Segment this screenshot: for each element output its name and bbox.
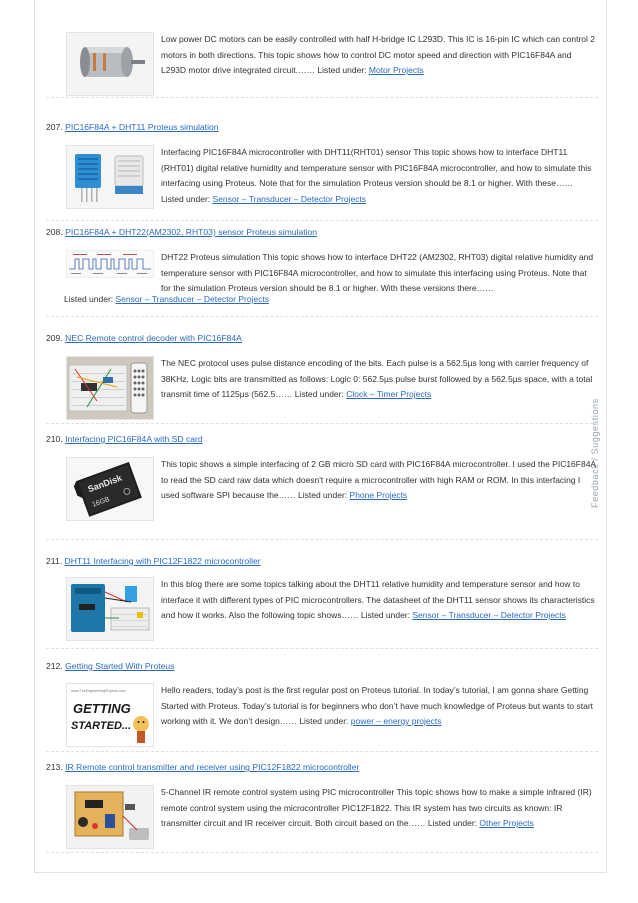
entry-description-text: 5-Channel IR remote control system using PIC microcontroller This topic shows how to make a simple infrared (IR) remote control system using the microcontroller PIC12F1822. This IR system has two circuits as known: IR transmitter circuit and IR receiver circuit. Both circuit based on the…… Listed under: bbox=[161, 787, 592, 829]
entry-206-category-link[interactable]: Motor Projects bbox=[368, 65, 424, 76]
entry-209-category-link[interactable]: Clock – Timer Projects bbox=[346, 389, 432, 400]
entry-divider bbox=[46, 648, 598, 649]
getting-started-thumbnail[interactable] bbox=[66, 683, 154, 747]
entry-divider bbox=[46, 539, 598, 540]
entry-number: 210. bbox=[46, 434, 63, 444]
entry-213-title bbox=[46, 762, 359, 772]
entry-description-text: The NEC protocol uses pulse distance encoding of the bits. Each pulse is a 562.5µs long with carrier frequency of 38KHz. Logic bits are transmitted as follows: Logic 0: 562.5µs pulse burst followed by a 562.5µs space, with a total transmit time of 1125µs (562.5…… Listed under: bbox=[161, 358, 593, 400]
entry-212-description bbox=[161, 683, 597, 730]
entry-divider bbox=[46, 220, 598, 221]
breadboard-remote-image bbox=[67, 357, 153, 419]
entry-207-category-link[interactable]: Sensor – Transducer – Detector Projects bbox=[212, 193, 367, 204]
entry-divider bbox=[46, 751, 598, 752]
entry-number: 207. bbox=[46, 122, 63, 132]
entry-description-text: Hello readers, today’s post is the first regular post on Proteus tutorial. In today’s tutorial, I am gonna share Getting Started with Proteus. Today’s tutorial is for beginners who don’t have much knowledge of Proteus but wants to start working with it. We don’t design…… Listed under: bbox=[161, 685, 594, 727]
arduino-wiring-image bbox=[67, 578, 153, 640]
entry-207-title bbox=[46, 122, 219, 132]
sd-card-capacity: 16GB bbox=[91, 496, 111, 509]
dht11-thumbnail[interactable] bbox=[66, 145, 154, 209]
nec-remote-thumbnail[interactable] bbox=[66, 356, 154, 420]
entry-213-description bbox=[161, 785, 597, 832]
entry-211-description bbox=[161, 577, 597, 624]
feedback-tab[interactable]: Feedback / Suggestions bbox=[590, 398, 600, 508]
micro-sd-card-image bbox=[67, 458, 153, 520]
entry-212-title bbox=[46, 661, 175, 671]
entry-208-description bbox=[161, 250, 597, 297]
entry-divider bbox=[46, 316, 598, 317]
dc-motor-image bbox=[67, 33, 153, 95]
entry-description-text: Low power DC motors can be easily controlled with half H-bridge IC L293D. This IC is 16-pin IC which can control 2 motors in both directions. This topic shows how to control DC motor speed and direction with PIC16F84A and L293D motor drive integrated circuit.…… Listed under: bbox=[161, 34, 596, 76]
dht11-sensor-image bbox=[67, 146, 153, 208]
entry-213-category-link[interactable]: Other Projects bbox=[479, 818, 534, 829]
entry-description-text: This topic shows a simple interfacing of 2 GB micro SD card with PIC16F84A microcontroller. I used the PIC16F84A to read the SD card raw data which doesn't require a microcontroller with high RAM or ROM. In this interfacing I used software SPI because the…… Listed under: bbox=[161, 459, 596, 501]
entry-210-description bbox=[161, 457, 597, 504]
entry-207-title-link[interactable]: PIC16F84A + DHT11 Proteus simulation bbox=[65, 122, 219, 132]
entry-209-description bbox=[161, 356, 597, 403]
entry-208-listed-under bbox=[64, 294, 269, 304]
entry-divider bbox=[46, 852, 598, 853]
sd-card-thumbnail[interactable] bbox=[66, 457, 154, 521]
entry-211-category-link[interactable]: Sensor – Transducer – Detector Projects bbox=[412, 610, 566, 621]
entry-213-title-link[interactable]: IR Remote control transmitter and receiver using PIC12F1822 microcontroller bbox=[65, 762, 360, 772]
ir-remote-thumbnail[interactable] bbox=[66, 785, 154, 849]
entry-209-title bbox=[46, 333, 242, 343]
entry-210-title-link[interactable]: Interfacing PIC16F84A with SD card bbox=[65, 434, 203, 444]
entry-description-text: In this blog there are some topics talking about the DHT11 relative humidity and temperature sensor and how to interface it with different types of PIC microcontrollers. The datasheet of the DHT11 sensor shows its characteristics and how it works. Also the following topic shows…… Listed under: bbox=[161, 579, 595, 621]
entry-207-description bbox=[161, 145, 597, 207]
getting-started-image bbox=[67, 684, 153, 746]
page-frame-bottom bbox=[34, 872, 607, 873]
entry-description-text: DHT22 Proteus simulation This topic shows how to interface DHT22 (AM2302, RHT03) digital relative humidity and temperature sensor with PIC16F84A microcontroller, and how to simulate this interfacing using Proteus. Note that for the simulation Proteus version should be 8.1 or higher. With these versions there…… bbox=[161, 252, 594, 294]
entry-number: 209. bbox=[46, 333, 63, 343]
entry-211-title-link[interactable]: DHT11 Interfacing with PIC12F1822 microcontroller bbox=[64, 556, 261, 566]
entry-number: 208. bbox=[46, 227, 63, 237]
sd-card-brand: SanDisk bbox=[86, 472, 124, 495]
dc-motor-thumbnail[interactable] bbox=[66, 32, 154, 96]
waveform-image bbox=[67, 251, 153, 277]
dht11-pic12f1822-thumbnail[interactable] bbox=[66, 577, 154, 641]
getting-started-line2: STARTED... bbox=[71, 720, 132, 732]
page-frame-left bbox=[34, 0, 35, 872]
dht22-waveform-thumbnail[interactable] bbox=[66, 250, 154, 278]
entry-206-description bbox=[161, 32, 597, 79]
entry-210-category-link[interactable]: Phone Projects bbox=[349, 490, 408, 501]
entry-divider bbox=[46, 97, 598, 98]
listed-under-label: Listed under: bbox=[64, 294, 116, 304]
entry-212-title-link[interactable]: Getting Started With Proteus bbox=[65, 661, 175, 671]
entry-number: 211. bbox=[46, 556, 63, 566]
entry-208-category-link[interactable]: Sensor – Transducer – Detector Projects bbox=[115, 294, 270, 304]
entry-211-title bbox=[46, 556, 261, 566]
getting-started-line1: GETTING bbox=[73, 701, 131, 716]
entry-number: 212. bbox=[46, 661, 63, 671]
entry-number: 213. bbox=[46, 762, 63, 772]
entry-209-title-link[interactable]: NEC Remote control decoder with PIC16F84A bbox=[65, 333, 242, 343]
entry-210-title bbox=[46, 434, 203, 444]
ir-pcb-image bbox=[67, 786, 153, 848]
entry-description-text: Interfacing PIC16F84A microcontroller with DHT11(RHT01) sensor This topic shows how to interface DHT11 (RHT01) digital relative humidity and temperature sensor with PIC16F84A microcontroller, and how to simulate this interfacing using Proteus. Note that for the simulation Proteus version should be 8.1 or higher. With these…… Listed under: bbox=[161, 147, 592, 204]
entry-212-category-link[interactable]: power – energy projects bbox=[350, 716, 442, 727]
page-frame-right bbox=[606, 0, 607, 872]
entry-208-title bbox=[46, 227, 317, 237]
entry-208-title-link[interactable]: PIC16F84A + DHT22(AM2302, RHT03) sensor Proteus simulation bbox=[65, 227, 318, 237]
entry-divider bbox=[46, 423, 598, 424]
getting-started-site: www.TheEngineeringProjects.com bbox=[71, 689, 126, 693]
